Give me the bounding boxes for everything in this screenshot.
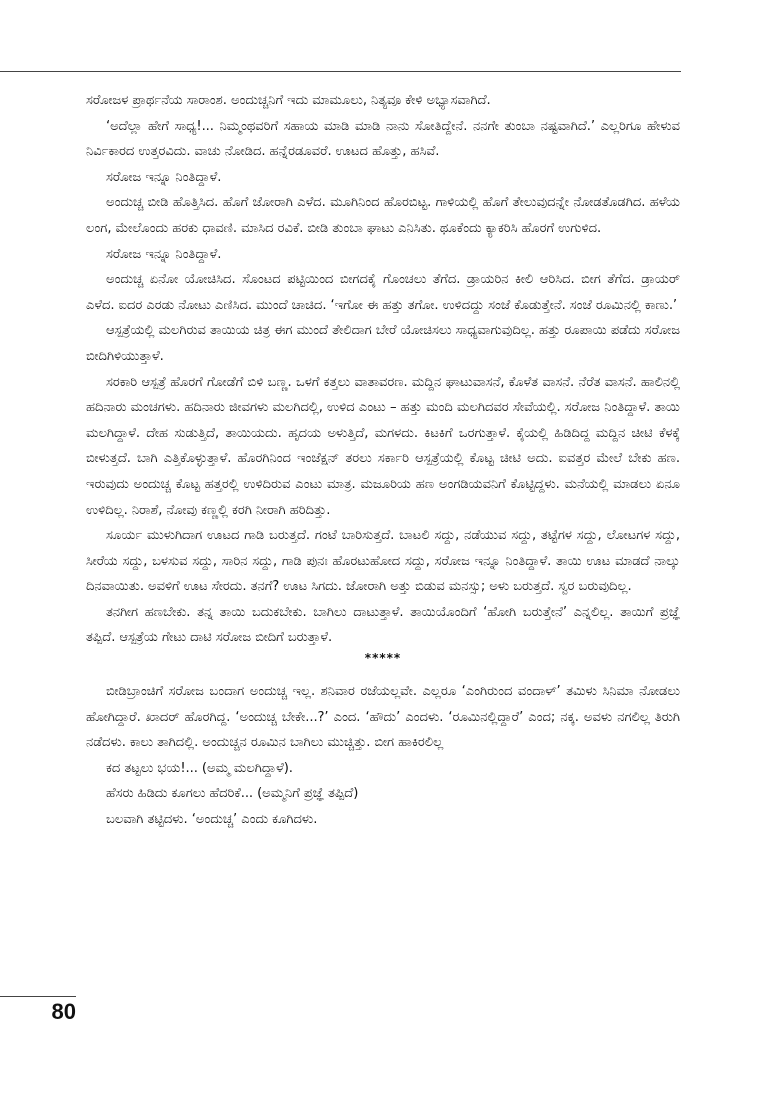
paragraph: ಅಂದುಚ್ಚ ಏನೋ ಯೋಚಿಸಿದ. ಸೊಂಟದ ಪಟ್ಟಿಯಿಂದ ಬೀಗದಕೈ ಗೊಂಚಲು ತೆಗೆದ. ಡ್ರಾಯರಿನ ಕೀಲಿ ಆರಿಸಿದ. ಬೀಗ ತೆಗೆದ. ಡ್ರಾಯರ್ ಎಳೆದ. ಐದರ ಎರಡು ನೋಟು ಎಣಿಸಿದ. ಮುಂದೆ ಚಾಚಿದ. ‘ಇಗೋ ಈ ಹತ್ತು ತಗೋ. ಉಳಿದದ್ದು ಸಂಜೆ ಕೊಡುತ್ತೇನೆ. ಸಂಜೆ ರೂಮಿನಲ್ಲಿ ಕಾಣು.’ (86, 272, 680, 313)
paragraph: ಸರೋಜಳ ಪ್ರಾರ್ಥನೆಯ ಸಾರಾಂಶ. ಅಂದುಚ್ಚನಿಗೆ ಇದು ಮಾಮೂಲು, ನಿತ್ಯವೂ ಕೇಳಿ ಅಭ್ಯಾಸವಾಗಿದೆ. (86, 93, 491, 108)
paragraph: ತನಗೀಗ ಹಣಬೇಕು. ತನ್ನ ತಾಯಿ ಬದುಕಬೇಕು. ಬಾಗಿಲು ದಾಟುತ್ತಾಳೆ. ತಾಯಿಯೊಂದಿಗೆ ‘ಹೋಗಿ ಬರುತ್ತೇನೆ’ ಎನ್ನಲಿಲ್ಲ. ತಾಯಿಗೆ ಪ್ರಜ್ಞೆ ತಪ್ಪಿದೆ. ಆಸ್ಪತ್ರೆಯ ಗೇಟು ದಾಟಿ ಸರೋಜ ಬೀದಿಗೆ ಬರುತ್ತಾಳೆ. (86, 604, 680, 646)
paragraph: ಸರೋಜ ಇನ್ನೂ ನಿಂತಿದ್ದಾಳೆ. (106, 246, 222, 262)
section-separator: ***** (364, 651, 402, 666)
header-rule (0, 71, 681, 72)
paragraph: ಆಸ್ಪತ್ರೆಯಲ್ಲಿ ಮಲಗಿರುವ ತಾಯಿಯ ಚಿತ್ರ ಈಗ ಮುಂದೆ ತೇಲಿದಾಗ ಬೇರೆ ಯೋಚಿಸಲು ಸಾಧ್ಯವಾಗುವುದಿಲ್ಲ. ಹತ್ತು ರೂಪಾಯಿ ಪಡೆದು ಸರೋಜ ಬೀದಿಗಿಳಿಯುತ್ತಾಳೆ. (86, 323, 680, 364)
paragraph: ಕದ ತಟ್ಟಲು ಭಯ!... (ಅಮ್ಮ ಮಲಗಿದ್ದಾಳೆ). (106, 760, 293, 776)
paragraph: ಸೂರ್ಯ ಮುಳುಗಿದಾಗ ಊಟದ ಗಾಡಿ ಬರುತ್ತದೆ. ಗಂಟೆ ಬಾರಿಸುತ್ತದೆ. ಬಾಟಲಿ ಸದ್ದು, ನಡೆಯುವ ಸದ್ದು, ತಟ್ಟೆಗಳ ಸದ್ದು, ಲೋಟಗಳ ಸದ್ದು, ಸೀರೆಯ ಸದ್ದು, ಬಳಸುವ ಸದ್ದು, ಸಾರಿನ ಸದ್ದು, ಗಾಡಿ ಪುನಃ ಹೊರಟುಹೋದ ಸದ್ದು, ಸರೋಜ ಇನ್ನೂ ನಿಂತಿದ್ದಾಳೆ. ತಾಯಿ ಊಟ ಮಾಡದೆ ನಾಲ್ಕು ದಿನವಾಯಿತು. ಅವಳಿಗೆ ಊಟ ಸೇರದು. ತನಗೆ? ಊಟ ಸಿಗದು. ಜೋರಾಗಿ ಅತ್ತು ಬಿಡುವ ಮನಸ್ಸು; ಅಳು ಬರುತ್ತದೆ. ಸ್ವರ ಬರುವುದಿಲ್ಲ. (86, 528, 680, 595)
paragraph: ‘ಅದೆಲ್ಲಾ ಹೇಗೆ ಸಾಧ್ಯ!... ನಿಮ್ಮಂಥವರಿಗೆ ಸಹಾಯ ಮಾಡಿ ಮಾಡಿ ನಾನು ಸೋತಿದ್ದೇನೆ. ನನಗೇ ತುಂಬಾ ನಷ್ಟವಾಗಿದೆ.’ ಎಲ್ಲರಿಗೂ ಹೇಳುವ ನಿರ್ವಿಕಾರದ ಉತ್ತರವಿದು. ವಾಚು ನೋಡಿದ. ಹನ್ನೆರಡೂವರೆ. ಊಟದ ಹೊತ್ತು, ಹಸಿವೆ. (86, 118, 680, 160)
story-text (86, 88, 680, 833)
paragraph: ಅಂದುಚ್ಚ ಬೀಡಿ ಹೊತ್ತಿಸಿದ. ಹೊಗೆ ಜೋರಾಗಿ ಎಳೆದ. ಮೂಗಿನಿಂದ ಹೊರಬಿಟ್ಟ. ಗಾಳಿಯಲ್ಲಿ ಹೊಗೆ ತೇಲುವುದನ್ನೇ ನೋಡತೊಡಗಿದ. ಹಳೆಯ ಲಂಗ, ಮೇಲೊಂದು ಹರಕು ಧಾವಣಿ. ಮಾಸಿದ ರವಿಕೆ. ಬೀಡಿ ತುಂಬಾ ಘಾಟು ಎನಿಸಿತು. ಥೂಕೆಂದು ಕ್ಯಾಕರಿಸಿ ಹೊರಗೆ ಉಗುಳಿದ. (86, 195, 680, 236)
paragraph: ಸರಕಾರಿ ಆಸ್ಪತ್ರೆ ಹೊರಗೆ ಗೋಡೆಗೆ ಬಿಳಿ ಬಣ್ಣ. ಒಳಗೆ ಕತ್ತಲು ವಾತಾವರಣ. ಮದ್ದಿನ ಘಾಟುವಾಸನೆ, ಕೊಳೆತ ವಾಸನೆ. ನೆರೆತ ವಾಸನೆ. ಹಾಲಿನಲ್ಲಿ ಹದಿನಾರು ಮಂಚಗಳು. ಹದಿನಾರು ಜೀವಗಳು ಮಲಗಿದಲ್ಲಿ, ಉಳಿದ ಎಂಟು – ಹತ್ತು ಮಂದಿ ಮಲಗಿದವರ ಸೇವೆಯಲ್ಲಿ. ಸರೋಜ ನಿಂತಿದ್ದಾಳೆ. ತಾಯಿ ಮಲಗಿದ್ದಾಳೆ. ದೇಹ ಸುಡುತ್ತಿದೆ, ತಾಯಿಯದು. ಹೃದಯ ಅಳುತ್ತಿದೆ, ಮಗಳದು. ಕಿಟಕಿಗೆ ಒರಗುತ್ತಾಳೆ. ಕೈಯಲ್ಲಿ ಹಿಡಿದಿದ್ದ ಮದ್ದಿನ ಚೀಟಿ ಕೆಳಕ್ಕೆ ಬೀಳುತ್ತದೆ. ಬಾಗಿ ಎತ್ತಿಕೊಳ್ಳುತ್ತಾಳೆ. ಹೊರಗಿನಿಂದ ಇಂಜೆಕ್ಷನ್ ತರಲು ಸರ್ಕಾರಿ ಆಸ್ಪತ್ರೆಯಲ್ಲಿ ಕೊಟ್ಟ ಚೀಟಿ ಅದು. ಐವತ್ತರ ಮೇಲೆ ಬೇಕು ಹಣ. ಇರುವುದು ಅಂದುಚ್ಚ ಕೊಟ್ಟ ಹತ್ತರಲ್ಲಿ ಉಳಿದಿರುವ ಎಂಟು ಮಾತ್ರ. ಮಜೂರಿಯ ಹಣ ಅಂಗಡಿಯವನಿಗೆ ಕೊಟ್ಟಿದ್ದಳು. ಮನೆಯಲ್ಲಿ ಮಾಡಲು ಏನೂ ಉಳಿದಿಲ್ಲ. ನಿರಾಶೆ, ನೋವು ಕಣ್ಣಲ್ಲಿ ಕರಗಿ ನೀರಾಗಿ ಹರಿದಿತ್ತು. (86, 374, 680, 518)
footer-rule (0, 996, 76, 997)
paragraph: ಬಲವಾಗಿ ತಟ್ಟಿದಳು. ‘ಅಂದುಚ್ಚ’ ಎಂದು ಕೂಗಿದಳು. (106, 812, 318, 828)
paragraph: ಹೆಸರು ಹಿಡಿದು ಕೂಗಲು ಹೆದರಿಕೆ... (ಅಮ್ಮನಿಗೆ ಪ್ರಜ್ಞೆ ತಪ್ಪಿದೆ) (106, 786, 359, 802)
paragraph: ಬೀಡಿಬ್ರಾಂಚಿಗೆ ಸರೋಜ ಬಂದಾಗ ಅಂದುಚ್ಚ ಇಲ್ಲ. ಶನಿವಾರ ರಜೆಯಲ್ಲವೇ. ಎಲ್ಲರೂ ‘ಎಂಗಿರುಂದ ವಂದಾಳ್’ ತಮಿಳು ಸಿನಿಮಾ ನೋಡಲು ಹೋಗಿದ್ದಾರೆ. ಖಾದರ್ ಹೊರಗಿದ್ದ. ‘ಅಂದುಚ್ಚ ಬೇಕೇ...?’ ಎಂದ. ‘ಹೌದು’ ಎಂದಳು. ‘ರೂಮಿನಲ್ಲಿದ್ದಾರೆ’ ಎಂದ; ನಕ್ಕ. ಅವಳು ನಗಲಿಲ್ಲ ತಿರುಗಿ ನಡೆದಳು. ಕಾಲು ತಾಗಿದಲ್ಲಿ. ಅಂದುಚ್ಚನ ರೂಮಿನ ಬಾಗಿಲು ಮುಚ್ಚಿತ್ತು. ಬೀಗ ಹಾಕಿರಲಿಲ್ಲ (86, 684, 680, 751)
paragraph: ಸರೋಜ ಇನ್ನೂ ನಿಂತಿದ್ದಾಳೆ. (106, 169, 222, 185)
page-number: 80 (51, 999, 76, 1024)
